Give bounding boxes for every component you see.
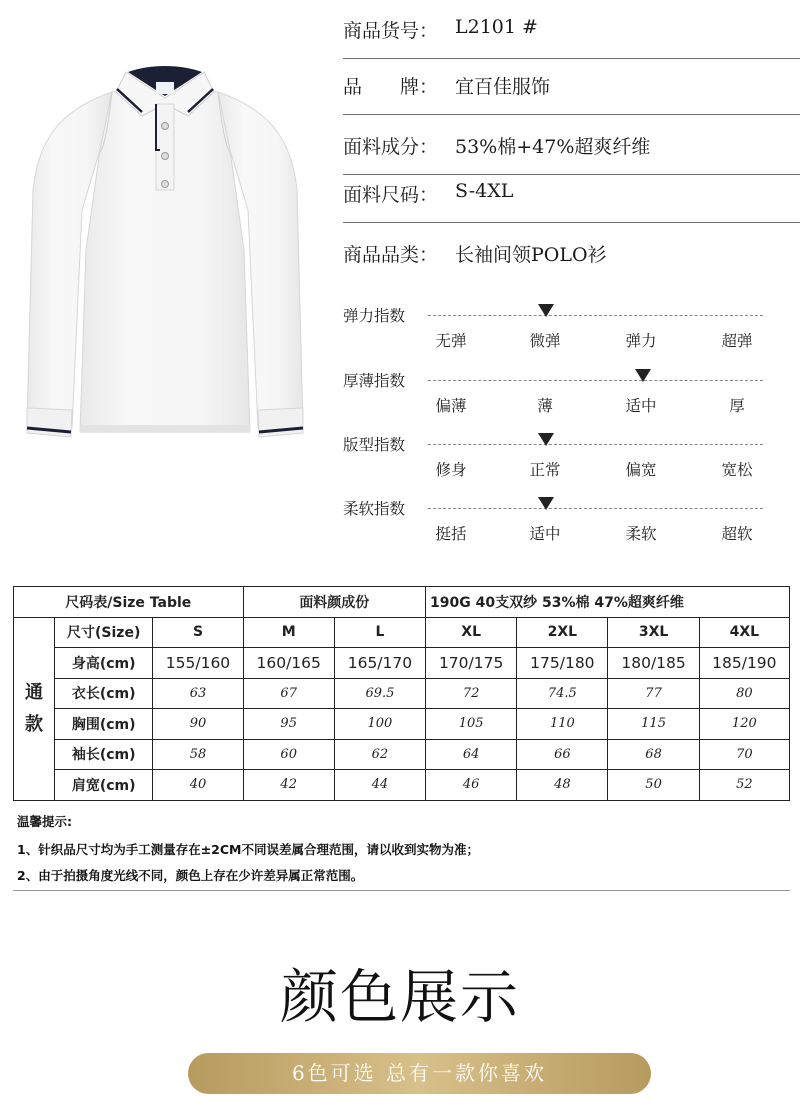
index-marker-icon	[538, 304, 554, 317]
index-option: 偏薄	[435, 397, 467, 415]
table-cell: 60	[243, 739, 334, 770]
table-cell: 105	[426, 709, 517, 740]
table-cell: 42	[243, 770, 334, 801]
table-cell: 44	[334, 770, 425, 801]
spec-label: 商品货号：	[343, 20, 439, 42]
table-cell: 52	[699, 770, 789, 801]
table-cell: 63	[153, 678, 243, 709]
table-cell: 165/170	[334, 648, 425, 679]
fabric-value: 190G 40支双纱 53%棉 47%超爽纤维	[426, 587, 790, 618]
table-cell: 74.5	[517, 678, 608, 709]
size-table-title: 尺码表/Size Table	[14, 587, 244, 618]
size-col: XL	[426, 617, 517, 648]
table-row	[14, 678, 790, 709]
group-label	[14, 617, 55, 800]
table-cell: 95	[243, 709, 334, 740]
index-line	[428, 380, 763, 381]
table-cell: 77	[608, 678, 699, 709]
table-cell: 67	[243, 678, 334, 709]
notes-line: 2、由于拍摄角度光线不同，颜色上存在少许差异属正常范围。	[17, 868, 364, 883]
notes-line: 1、针织品尺寸均为手工测量存在±2CM不同误差属合理范围，请以收到实物为准；	[17, 842, 479, 857]
table-row	[14, 709, 790, 740]
index-option: 超弹	[721, 332, 753, 350]
notes-box	[13, 806, 790, 891]
table-cell: 80	[699, 678, 789, 709]
table-cell: 175/180	[517, 648, 608, 679]
index-marker-icon	[538, 497, 554, 510]
table-cell: 58	[153, 739, 243, 770]
spec-size-range	[343, 164, 800, 223]
index-option: 微弹	[529, 332, 561, 350]
spec-brand	[343, 56, 800, 115]
index-name: 弹力指数	[343, 307, 406, 325]
index-line	[428, 444, 763, 445]
size-table	[13, 586, 790, 801]
fabric-label: 面料颜成份	[243, 587, 425, 618]
row-label: 身高(cm)	[55, 648, 153, 679]
spec-label: 面料成分：	[343, 136, 439, 158]
size-col: 2XL	[517, 617, 608, 648]
index-option: 薄	[537, 397, 553, 415]
table-cell: 180/185	[608, 648, 699, 679]
table-cell: 66	[517, 739, 608, 770]
index-line	[428, 508, 763, 509]
table-row	[14, 648, 790, 679]
table-cell: 62	[334, 739, 425, 770]
size-col: 4XL	[699, 617, 789, 648]
elasticity-index	[343, 304, 763, 362]
index-option: 挺括	[435, 525, 467, 543]
table-row	[14, 617, 790, 648]
index-option: 修身	[435, 461, 467, 479]
spec-item-code	[343, 0, 800, 59]
index-option: 适中	[625, 397, 657, 415]
group-label-text: 通款	[25, 681, 43, 735]
table-cell: 70	[699, 739, 789, 770]
table-row	[14, 739, 790, 770]
table-cell: 40	[153, 770, 243, 801]
table-cell: 110	[517, 709, 608, 740]
table-cell: 68	[608, 739, 699, 770]
table-header-row	[14, 587, 790, 618]
thickness-index	[343, 369, 763, 427]
index-name: 版型指数	[343, 436, 406, 454]
spec-value: 53%棉+47%超爽纤维	[455, 136, 651, 158]
index-option: 弹力	[625, 332, 657, 350]
index-option: 柔软	[625, 525, 657, 543]
table-cell: 170/175	[426, 648, 517, 679]
row-label: 衣长(cm)	[55, 678, 153, 709]
index-option: 正常	[529, 461, 561, 479]
product-image-white-polo	[0, 0, 330, 560]
table-cell: 120	[699, 709, 789, 740]
size-col: L	[334, 617, 425, 648]
row-label: 袖长(cm)	[55, 739, 153, 770]
index-marker-icon	[538, 433, 554, 446]
size-col: M	[243, 617, 334, 648]
table-cell: 185/190	[699, 648, 789, 679]
size-col: S	[153, 617, 243, 648]
index-name: 柔软指数	[343, 500, 406, 518]
table-row	[14, 770, 790, 801]
size-col: 3XL	[608, 617, 699, 648]
table-cell: 160/165	[243, 648, 334, 679]
index-line	[428, 315, 763, 316]
table-cell: 100	[334, 709, 425, 740]
index-option: 厚	[729, 397, 745, 415]
index-option: 无弹	[435, 332, 467, 350]
spec-value: S-4XL	[455, 180, 514, 202]
color-display-title: 颜色展示	[279, 963, 520, 1031]
table-cell: 90	[153, 709, 243, 740]
table-cell: 69.5	[334, 678, 425, 709]
fit-index	[343, 433, 763, 491]
spec-value: 长袖间领POLO衫	[455, 244, 607, 266]
size-header-label: 尺寸(Size)	[55, 617, 153, 648]
table-cell: 46	[426, 770, 517, 801]
spec-label: 品 牌：	[343, 76, 439, 98]
index-option: 适中	[529, 525, 561, 543]
index-option: 偏宽	[625, 461, 657, 479]
spec-value: 宜百佳服饰	[455, 76, 551, 98]
notes-title: 温馨提示:	[17, 814, 72, 829]
table-cell: 50	[608, 770, 699, 801]
softness-index	[343, 497, 763, 555]
table-cell: 48	[517, 770, 608, 801]
table-cell: 72	[426, 678, 517, 709]
row-label: 肩宽(cm)	[55, 770, 153, 801]
table-cell: 64	[426, 739, 517, 770]
index-marker-icon	[635, 369, 651, 382]
spec-label: 面料尺码：	[343, 184, 439, 206]
spec-value: L2101 #	[455, 16, 538, 38]
spec-label: 商品品类：	[343, 244, 439, 266]
index-name: 厚薄指数	[343, 372, 406, 390]
index-option: 超软	[721, 525, 753, 543]
table-cell: 115	[608, 709, 699, 740]
color-options-banner: 6色可选 总有一款你喜欢	[188, 1053, 651, 1094]
row-label: 胸围(cm)	[55, 709, 153, 740]
index-option: 宽松	[721, 461, 753, 479]
spec-category	[343, 224, 800, 282]
table-cell: 155/160	[153, 648, 243, 679]
